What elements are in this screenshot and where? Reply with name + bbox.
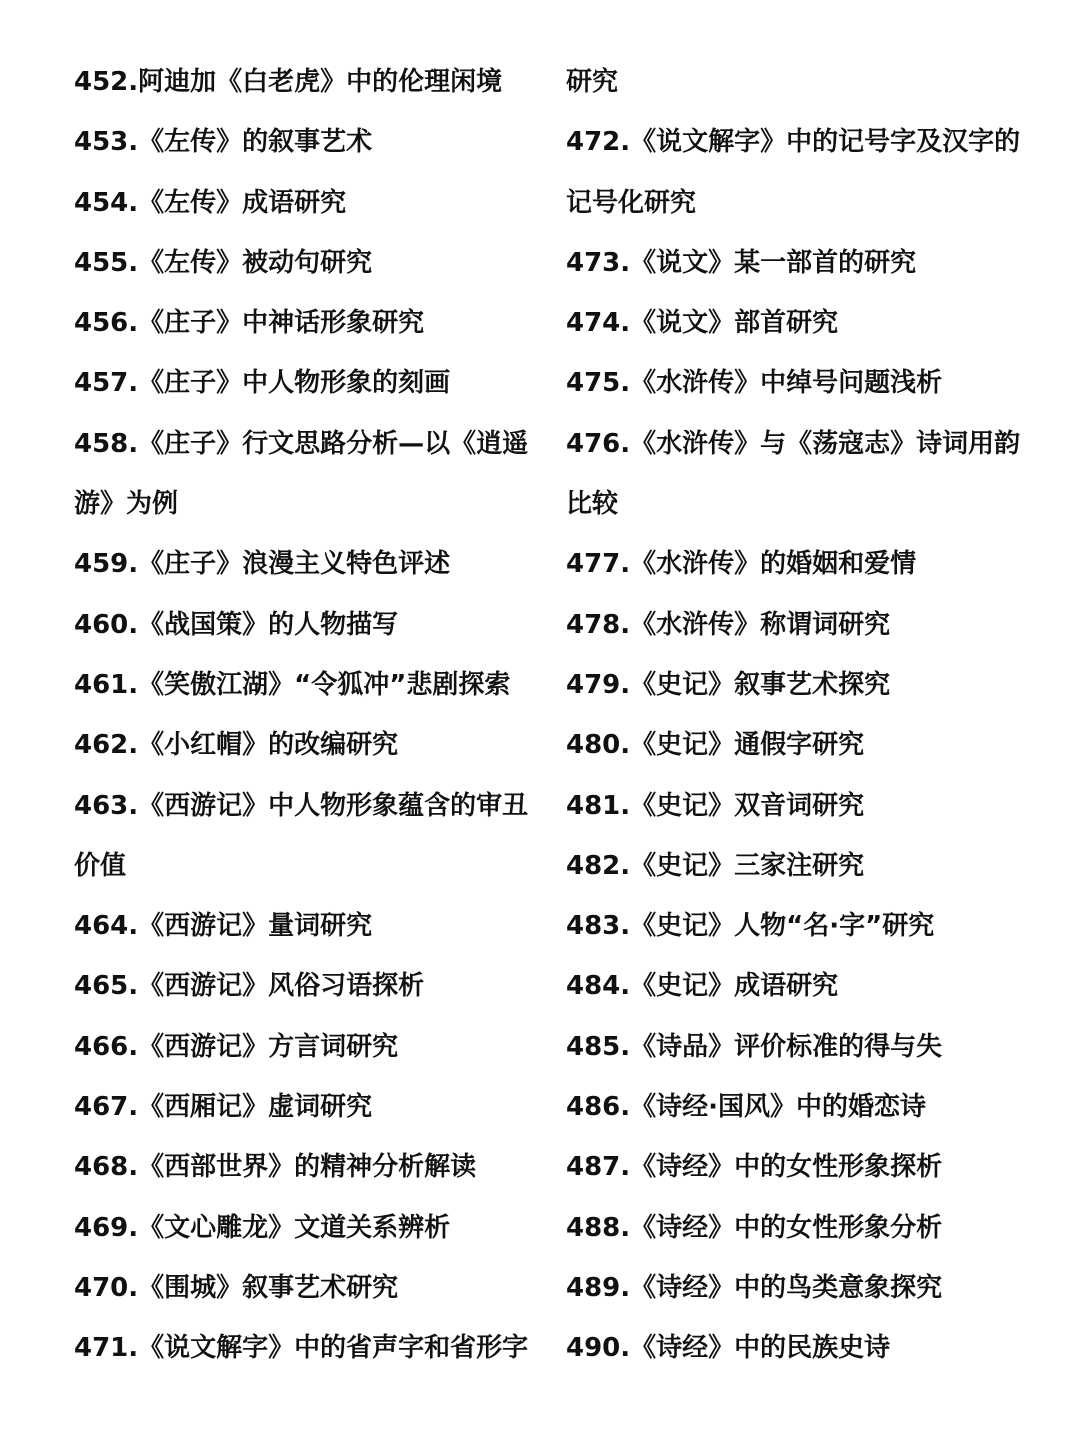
- list-item: 475.《水浒传》中绰号问题浅析: [566, 368, 943, 399]
- list-item: 454.《左传》成语研究: [74, 187, 347, 218]
- list-item: 452.阿迪加《白老虎》中的伦理闲境: [74, 67, 503, 97]
- list-item: 467.《西厢记》虚词研究: [74, 1092, 373, 1123]
- list-item-continuation: 研究: [566, 67, 619, 97]
- list-item: 473.《说文》某一部首的研究: [566, 247, 917, 278]
- list-item: 458.《庄子》行文思路分析—以《逍遥: [74, 428, 529, 459]
- list-item: 484.《史记》成语研究: [566, 971, 839, 1002]
- list-item: 459.《庄子》浪漫主义特色评述: [74, 549, 451, 580]
- list-item: 472.《说文解字》中的记号字及汉字的: [566, 127, 1021, 158]
- right-column: [566, 52, 1036, 1379]
- list-item-continuation: 游》为例: [74, 489, 179, 520]
- list-item: 480.《史记》通假字研究: [566, 730, 865, 761]
- list-item: 462.《小红帽》的改编研究: [74, 730, 399, 761]
- list-item: 482.《史记》三家注研究: [566, 850, 865, 881]
- list-item: 479.《史记》叙事艺术探究: [566, 669, 891, 700]
- list-item: 485.《诗品》评价标准的得与失: [566, 1031, 943, 1062]
- list-item: 481.《史记》双音词研究: [566, 790, 865, 821]
- list-item: 465.《西游记》风俗习语探析: [74, 971, 425, 1002]
- list-item-continuation: 价值: [74, 850, 127, 881]
- list-item: 476.《水浒传》与《荡寇志》诗词用韵: [566, 428, 1021, 459]
- list-item: 460.《战国策》的人物描写: [74, 609, 399, 640]
- list-item: 457.《庄子》中人物形象的刻画: [74, 368, 451, 399]
- list-item: 455.《左传》被动句研究: [74, 247, 373, 278]
- list-item: 461.《笑傲江湖》“令狐冲”悲剧探索: [74, 669, 511, 700]
- list-item: 464.《西游记》量词研究: [74, 911, 373, 942]
- list-item: 474.《说文》部首研究: [566, 308, 839, 339]
- list-item: 478.《水浒传》称谓词研究: [566, 609, 891, 640]
- list-item: 456.《庄子》中神话形象研究: [74, 308, 425, 339]
- list-item: 486.《诗经·国风》中的婚恋诗: [566, 1092, 927, 1123]
- list-item: 477.《水浒传》的婚姻和爱情: [566, 549, 917, 580]
- list-item: 471.《说文解字》中的省声字和省形字: [74, 1333, 529, 1364]
- left-column: [74, 52, 544, 1379]
- list-item: 488.《诗经》中的女性形象分析: [566, 1212, 943, 1243]
- list-item: 490.《诗经》中的民族史诗: [566, 1333, 891, 1364]
- list-item-continuation: 比较: [566, 489, 619, 520]
- list-item: 453.《左传》的叙事艺术: [74, 127, 373, 158]
- list-item: 470.《围城》叙事艺术研究: [74, 1272, 399, 1303]
- list-item: 469.《文心雕龙》文道关系辨析: [74, 1212, 451, 1243]
- list-item: 468.《西部世界》的精神分析解读: [74, 1152, 477, 1183]
- list-item: 489.《诗经》中的鸟类意象探究: [566, 1272, 943, 1303]
- list-item-continuation: 记号化研究: [566, 187, 697, 218]
- list-item: 483.《史记》人物“名·字”研究: [566, 911, 935, 942]
- list-item: 466.《西游记》方言词研究: [74, 1031, 399, 1062]
- list-item: 463.《西游记》中人物形象蕴含的审丑: [74, 790, 529, 821]
- list-item: 487.《诗经》中的女性形象探析: [566, 1152, 943, 1183]
